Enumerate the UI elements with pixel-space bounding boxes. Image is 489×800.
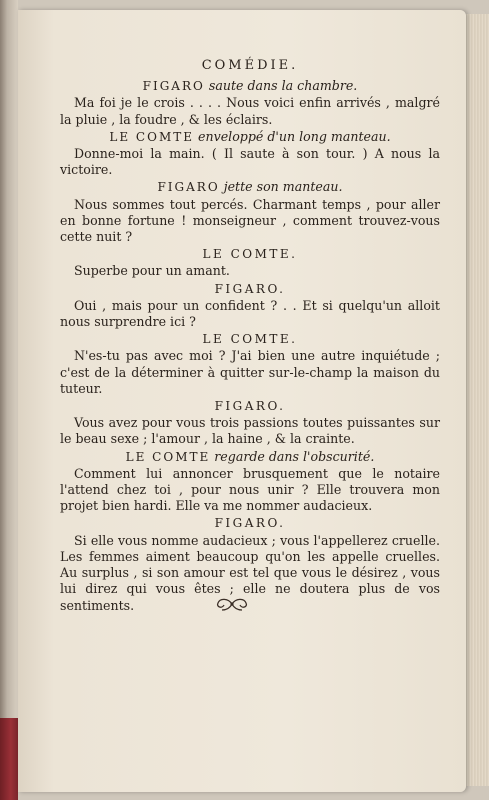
dialogue-blocks	[60, 78, 440, 614]
ornament-icon	[210, 596, 254, 612]
page-edges	[466, 14, 489, 786]
speech-paragraph: Oui , mais pour un confident ? . . Et si quelqu'un alloit nous surprendre ici ?	[60, 297, 440, 330]
speaker-heading: FIGARO.	[214, 516, 286, 531]
speaker-heading: LE COMTE.	[202, 247, 298, 262]
speaker-heading: FIGARO.	[214, 399, 286, 414]
speaker-name: FIGARO	[157, 180, 220, 195]
stage-direction	[60, 449, 440, 465]
speaker-name: FIGARO	[142, 79, 205, 94]
speaker-name: LE COMTE	[125, 449, 211, 464]
book-spine	[0, 0, 18, 800]
stage-direction-text: enveloppé d'un long manteau.	[198, 128, 391, 144]
speech-paragraph: Si elle vous nomme audacieux ; vous l'appellerez cruelle. Les femmes aiment beaucoup qu'on les appelle cruelles. Au surplus , si son amour est tel que vous le désirez , vous lui direz qui vous êtes ; elle ne doutera plus de vos sentiments.	[60, 532, 440, 613]
speech-paragraph: N'es-tu pas avec moi ? J'ai bien une autre inquiétude ; c'est de la déterminer à quitter sur-le-champ la maison du tuteur.	[60, 348, 440, 396]
speech-paragraph: Nous sommes tout percés. Charmant temps , pour aller en bonne fortune ! monseigneur , comment trouvez-vous cette nuit ?	[60, 196, 440, 245]
speech-paragraph: Comment lui annoncer brusquement que le notaire l'attend chez toi , pour nous unir ? Elle trouvera mon projet bien hardi. Elle va me nommer audacieux.	[60, 465, 440, 514]
stage-direction-text: saute dans la chambre.	[208, 78, 358, 94]
page-text	[60, 58, 440, 614]
stage-direction	[60, 78, 440, 94]
speech-paragraph: Vous avez pour vous trois passions toutes puissantes sur le beau sexe ; l'amour , la haine , & la crainte.	[60, 415, 440, 447]
running-header: COMÉDIE.	[201, 58, 299, 73]
speech-paragraph: Superbe pour un amant.	[74, 263, 230, 279]
stage-direction-text: regarde dans l'obscurité.	[214, 448, 375, 464]
speaker-heading: FIGARO.	[214, 281, 286, 296]
speech-paragraph: Donne-moi la main. ( Il saute à son tour. ) A nous la victoire.	[60, 146, 440, 178]
speaker-heading: LE COMTE.	[202, 332, 298, 347]
binding-ribbon	[0, 718, 18, 800]
speaker-name: LE COMTE	[109, 129, 195, 144]
stage-direction	[60, 179, 440, 195]
stage-direction-text: jette son manteau.	[223, 179, 343, 195]
stage-direction	[60, 129, 440, 145]
speech-paragraph: Ma foi je le crois . . . . Nous voici enfin arrivés , malgré la pluie , la foudre , & les éclairs.	[60, 95, 440, 127]
